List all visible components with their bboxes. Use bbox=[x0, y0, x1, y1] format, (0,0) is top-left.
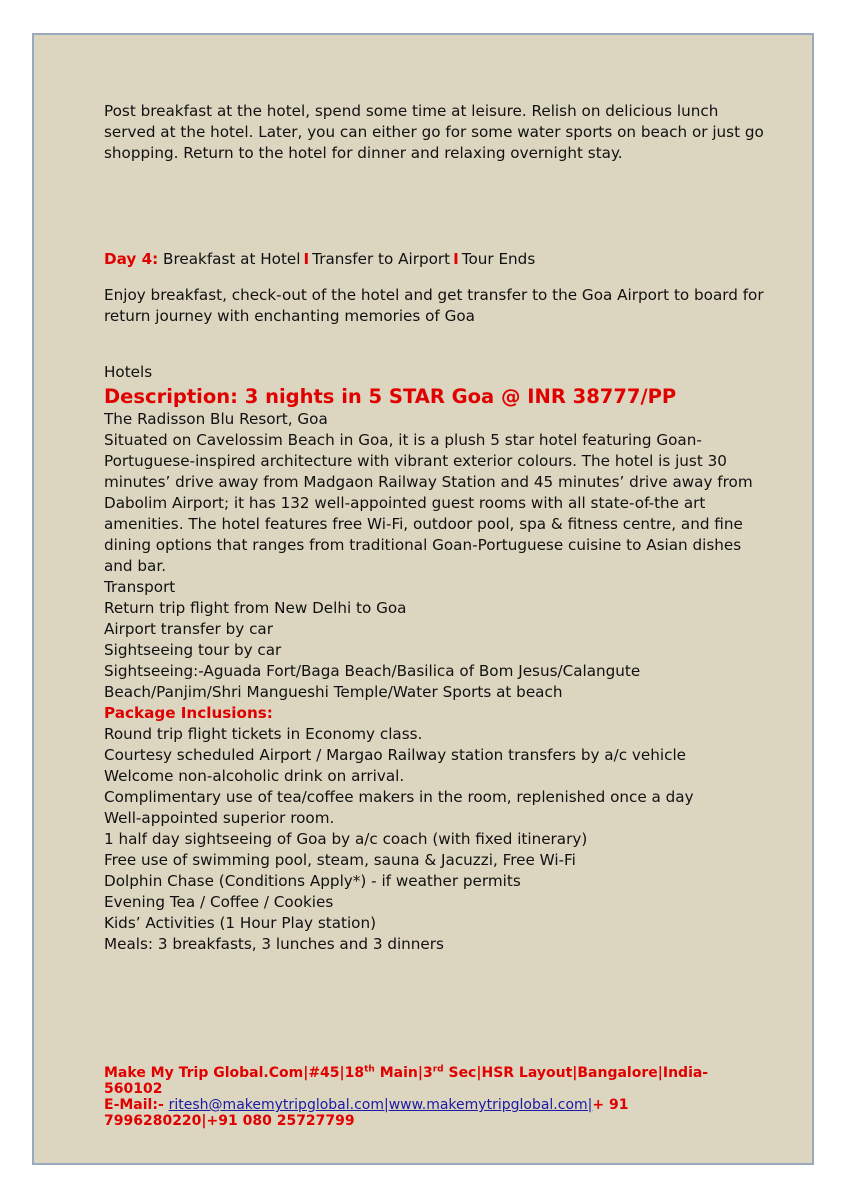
inclusion-item: Round trip flight tickets in Economy class. bbox=[104, 725, 423, 743]
inclusion-item: Courtesy scheduled Airport / Margao Railway station transfers by a/c vehicle bbox=[104, 746, 687, 764]
hotel-name: The Radisson Blu Resort, Goa bbox=[104, 410, 328, 428]
footer-email-line bbox=[104, 1097, 754, 1129]
inclusion-item: Well-appointed superior room. bbox=[104, 809, 335, 827]
inclusion-item: Kids’ Activities (1 Hour Play station) bbox=[104, 914, 377, 932]
phone-numbers: + 91 7996280220|+91 080 25727799 bbox=[104, 1097, 629, 1129]
day3-paragraph: Post breakfast at the hotel, spend some time at leisure. Relish on delicious lunch served at the hotel. Later, you can either go for some water sports on beach or just go shopping. Return to the hotel for dinner and relaxing overnight stay. bbox=[104, 102, 764, 162]
day4-heading bbox=[104, 249, 764, 270]
inclusion-item: Meals: 3 breakfasts, 3 lunches and 3 dinners bbox=[104, 935, 444, 953]
transport-line: Return trip flight from New Delhi to Goa bbox=[104, 599, 407, 617]
document-page bbox=[32, 33, 814, 1165]
footer-address bbox=[104, 1065, 754, 1097]
transport-line: Airport transfer by car bbox=[104, 620, 273, 638]
day4-separator: I bbox=[453, 250, 459, 268]
footer-address-part: Main|3 bbox=[374, 1065, 433, 1081]
transport-line: Sightseeing tour by car bbox=[104, 641, 282, 659]
inclusion-item: 1 half day sightseeing of Goa by a/c coach (with fixed itinerary) bbox=[104, 830, 588, 848]
inclusion-item: Complimentary use of tea/coffee makers in the room, replenished once a day bbox=[104, 788, 694, 806]
hotel-description: Situated on Cavelossim Beach in Goa, it is a plush 5 star hotel featuring Goan-Portuguese-inspired architecture with vibrant exterior colours. The hotel is just 30 minutes’ drive away from Madgaon Railway Station and 45 minutes’ drive away from Dabolim Airport; it has 132 well-appointed guest rooms with all state-of-the art amenities. The hotel features free Wi-Fi, outdoor pool, spa & fitness centre, and fine dining options that ranges from traditional Goan-Portuguese cuisine to Asian dishes and bar. bbox=[104, 431, 753, 575]
inclusion-item: Free use of swimming pool, steam, sauna & Jacuzzi, Free Wi-Fi bbox=[104, 851, 576, 869]
day4-separator: I bbox=[303, 250, 310, 268]
inclusions-heading: Package Inclusions: bbox=[104, 704, 273, 722]
hotels-heading: Hotels bbox=[104, 363, 153, 381]
footer-address-part: Sec|HSR Layout|Bangalore|India-560102 bbox=[104, 1065, 709, 1097]
footer-address-part: Make My Trip Global.Com|#45|18 bbox=[104, 1065, 365, 1081]
inclusion-item: Dolphin Chase (Conditions Apply*) - if weather permits bbox=[104, 872, 521, 890]
day4-step-1: Breakfast at Hotel bbox=[163, 250, 301, 268]
footer-sup: rd bbox=[432, 1064, 444, 1075]
day4-step-3: Tour Ends bbox=[461, 250, 536, 268]
inclusion-item: Welcome non-alcoholic drink on arrival. bbox=[104, 767, 405, 785]
description-title: Description: 3 nights in 5 STAR Goa @ INR 38777/PP bbox=[104, 385, 677, 408]
email-website-link[interactable]: ritesh@makemytripglobal.com|www.makemytripglobal.com| bbox=[168, 1097, 593, 1113]
footer-contact bbox=[104, 1065, 754, 1129]
day4-step-2: Transfer to Airport bbox=[312, 250, 451, 268]
sightseeing-line: Sightseeing:-Aguada Fort/Baga Beach/Basilica of Bom Jesus/Calangute Beach/Panjim/Shri Mangueshi Temple/Water Sports at beach bbox=[104, 662, 641, 701]
day4-paragraph: Enjoy breakfast, check-out of the hotel and get transfer to the Goa Airport to board for return journey with enchanting memories of Goa bbox=[104, 286, 764, 325]
inclusion-item: Evening Tea / Coffee / Cookies bbox=[104, 893, 334, 911]
transport-heading: Transport bbox=[104, 578, 176, 596]
email-label: E-Mail:- bbox=[104, 1097, 169, 1113]
day4-label: Day 4: bbox=[104, 250, 159, 268]
footer-sup: th bbox=[364, 1064, 375, 1075]
